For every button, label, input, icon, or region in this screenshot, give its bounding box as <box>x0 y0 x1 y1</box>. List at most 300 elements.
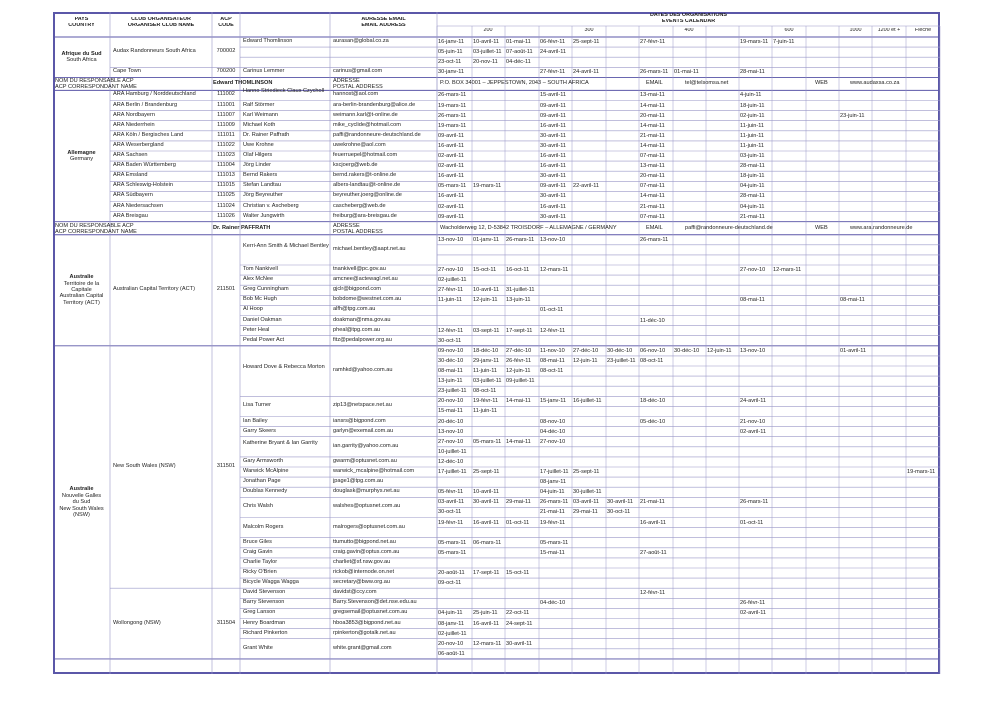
event-date: 13-mai-11 <box>640 92 665 99</box>
event-date: 12-juin-11 <box>573 357 598 364</box>
organiser-email: freiburg@ara-breisgau.de <box>333 212 397 219</box>
organiser-name: Ricky O'Brien <box>243 569 277 576</box>
event-date: 23-juin-11 <box>840 112 865 119</box>
event-date: 16-avril-11 <box>438 173 465 180</box>
event-date: 16-juillet-11 <box>573 398 602 405</box>
event-date: 04-déc-10 <box>540 428 566 435</box>
club-code: 700002 <box>216 48 236 55</box>
organiser-name: Dr. Rainer Paffrath <box>243 131 290 138</box>
event-date: 17-juillet-11 <box>438 469 467 475</box>
event-date: 30-oct-11 <box>438 509 462 516</box>
event-date: 25-sept-11 <box>573 39 600 45</box>
organiser-email: pheal@tpg.com.au <box>333 326 381 333</box>
country-label: Capitale <box>71 287 92 294</box>
organiser-email: kscjoerg@web.de <box>333 162 378 169</box>
organiser-name: Craig Gavin <box>243 548 273 555</box>
event-date: 30-oct-11 <box>438 337 462 344</box>
event-date: 25-sept-11 <box>473 469 500 475</box>
organiser-email: iansrs@bigpond.com <box>333 417 386 424</box>
country-label: New South Wales <box>59 505 104 512</box>
event-date: 04-déc-11 <box>506 59 531 66</box>
organiser-name: Bruce Giles <box>243 538 272 545</box>
header-distance: 1200 et + <box>877 28 901 33</box>
event-date: 14-mai-11 <box>506 398 531 405</box>
event-date: 17-sept-11 <box>473 570 500 576</box>
club-code: 111011 <box>217 131 235 138</box>
event-date: 24-avril-11 <box>573 69 600 76</box>
event-date: 16-avril-11 <box>438 142 465 149</box>
organiser-email: paffi@randonneure-deutschland.de <box>333 131 421 138</box>
event-date: 08-oct-11 <box>473 388 497 395</box>
event-date: 08-mai-11 <box>840 297 865 304</box>
country-label: (NSW) <box>73 511 90 518</box>
club-name: Audax Randonneurs South Africa <box>113 48 196 55</box>
country-label: Germany <box>69 156 93 163</box>
event-date: 04-juin-11 <box>540 489 565 496</box>
event-date: 15-mai-11 <box>438 408 463 415</box>
organiser-email: malrogers@optusnet.com.au <box>333 523 405 530</box>
header-distance: Flèche <box>914 28 932 33</box>
organiser-email: rpinkerton@gotalk.net.au <box>333 629 396 636</box>
event-date: 12-juin-11 <box>707 347 732 354</box>
country-label: Territoire de la <box>63 280 100 287</box>
organiser-name: Ian Bailey <box>243 417 268 424</box>
event-date: 09-avril-11 <box>540 183 567 190</box>
organiser-email: gregsemail@optusnet.com.au <box>333 609 408 616</box>
event-date: 09-avril-11 <box>540 102 567 109</box>
organiser-email: fitz@pedalpower.org.au <box>333 336 392 343</box>
event-date: 26-mars-11 <box>438 112 467 119</box>
event-date: 14-mai-11 <box>640 142 665 149</box>
event-date: 26-mars-11 <box>438 92 467 99</box>
event-date: 20-nov-10 <box>438 398 464 405</box>
club-code: 111026 <box>217 212 235 219</box>
event-date: 01-mai-11 <box>506 39 531 45</box>
event-date: 21-mai-11 <box>740 213 765 220</box>
event-date: 05-mars-11 <box>540 539 569 546</box>
organiser-name: Walter Jungwirth <box>243 212 285 219</box>
organiser-email: bobdome@westnet.com.au <box>333 296 402 303</box>
event-date: 18-déc-10 <box>473 347 499 354</box>
event-date: 04-juin-11 <box>740 203 765 210</box>
event-date: 30-avril-11 <box>540 142 567 149</box>
organiser-name: Richard Pinkerton <box>243 629 288 636</box>
club-code: 111002 <box>217 91 235 98</box>
organiser-email: aurasan@global.co.za <box>333 38 389 45</box>
club-name: ARA Emsland <box>113 172 148 179</box>
organiser-email: charliet@sf.nsw.gov.au <box>333 558 391 565</box>
event-date: 30-déc-10 <box>674 347 700 354</box>
organiser-name: Olaf Hilgers <box>243 152 273 159</box>
country-label: Afrique du Sud <box>61 50 102 57</box>
event-date: 06-nov-10 <box>640 347 666 354</box>
event-date: 30-oct-11 <box>607 509 631 516</box>
event-date: 30-janv-11 <box>438 69 465 76</box>
event-date: 25-sept-11 <box>573 469 600 475</box>
organiser-name: Warwick McAlpine <box>243 468 289 475</box>
organiser-name: Daniel Oakman <box>243 316 282 323</box>
event-date: 02-avril-11 <box>740 428 767 435</box>
postal-address-label: ADRESSE <box>333 78 360 85</box>
organiser-name: Jörg Linder <box>243 162 271 169</box>
event-date: 02-juillet-11 <box>438 630 467 637</box>
event-date: 03-juillet-11 <box>473 378 502 385</box>
event-date: 05-mars-11 <box>438 549 467 556</box>
header-distance: 1000 <box>849 28 862 33</box>
event-date: 27-déc-10 <box>506 347 532 354</box>
event-date: 07-mai-11 <box>640 213 665 220</box>
club-code: 111024 <box>217 202 235 209</box>
event-date: 25-juin-11 <box>473 610 498 617</box>
organiser-name: Michael Koth <box>243 121 276 128</box>
club-code: 700200 <box>216 68 236 75</box>
organiser-name: Hanno Striedieck Claus Czycholl <box>243 88 325 95</box>
event-date: 08-mai-11 <box>438 368 463 374</box>
event-date: 12-mars-11 <box>773 267 802 273</box>
event-date: 20-mai-11 <box>640 173 665 180</box>
event-date: 13-juin-11 <box>506 297 531 304</box>
event-date: 20-nov-10 <box>438 640 464 647</box>
event-date: 03-juin-11 <box>740 153 765 159</box>
organiser-name <box>243 58 329 65</box>
organiser-email: feuerruepel@hotmail.com <box>333 152 398 159</box>
organiser-email: craig.gavin@optus.com.au <box>333 548 400 555</box>
event-date: 26-févr-11 <box>506 357 532 364</box>
event-date: 03-avril-11 <box>438 499 465 506</box>
event-date: 12-juin-11 <box>473 297 498 304</box>
organiser-name: Barry Stevenson <box>243 599 285 606</box>
club-code: 111013 <box>217 172 235 179</box>
postal-address: P.O. BOX 34001 – JEPPESTOWN, 2043 – SOUTH AFRICA <box>440 80 589 87</box>
event-date: 21-mai-11 <box>640 499 665 506</box>
event-date: 05-mars-11 <box>473 438 502 445</box>
event-date: 06-févr-11 <box>540 39 566 45</box>
correspondant-email: tel@telsomsa.net <box>685 80 729 87</box>
event-date: 09-avril-11 <box>438 132 465 139</box>
country-label: Territory (ACT) <box>63 299 100 306</box>
event-date: 09-juillet-11 <box>506 378 535 385</box>
event-date: 15-oct-11 <box>506 570 530 576</box>
event-date: 11-nov-10 <box>540 347 565 354</box>
event-date: 19-mars-11 <box>438 102 467 109</box>
club-code: 111009 <box>217 121 235 128</box>
organiser-name: Bernd Rakers <box>243 172 278 179</box>
organiser-email: michael.bentley@aapt.net.au <box>333 245 406 252</box>
event-date: 14-mai-11 <box>506 438 531 445</box>
postal-address-label: ADRESSE <box>333 222 360 229</box>
event-date: 14-mai-11 <box>640 102 665 109</box>
club-name: ARA Berlin / Brandenburg <box>113 101 178 108</box>
organiser-name: Chris Walsh <box>243 503 273 510</box>
event-date: 13-nov-10 <box>438 236 464 243</box>
organiser-name: Alex McNee <box>243 276 274 283</box>
event-date: 15-avril-11 <box>540 92 567 99</box>
event-date: 26-mars-11 <box>540 499 569 506</box>
event-date: 16-avril-11 <box>438 193 465 200</box>
event-date: 15-janv-11 <box>540 398 567 405</box>
event-date: 12-déc-10 <box>438 458 464 465</box>
event-date: 01-oct-11 <box>540 307 564 314</box>
acp-correspondant-name: Edward THOMLINSON <box>213 80 273 87</box>
event-date: 16-avril-11 <box>473 519 500 526</box>
organiser-name: Pedal Power Act <box>243 336 285 343</box>
organiser-name: Kerri-Ann Smith & Michael Bentley <box>243 242 329 249</box>
event-date: 30-avril-11 <box>473 499 500 506</box>
organiser-email: mike_cyclide@hotmail.com <box>333 121 401 128</box>
organiser-email: secretary@bww.org.au <box>333 579 390 586</box>
organiser-email: gjclr@bigpond.com <box>333 286 381 293</box>
event-date: 30-déc-10 <box>607 347 633 354</box>
web-label: WEB <box>815 224 828 231</box>
club-code: 211501 <box>216 286 236 293</box>
event-date: 06-mars-11 <box>473 539 502 546</box>
event-date: 12-juin-11 <box>506 368 531 374</box>
country-label: Australie <box>69 486 94 493</box>
event-date: 07-mai-11 <box>640 183 665 190</box>
event-date: 05-déc-10 <box>640 418 666 425</box>
event-date: 13-nov-10 <box>438 428 464 435</box>
event-date: 14-mai-11 <box>640 193 665 200</box>
event-date: 26-mars-11 <box>740 499 769 506</box>
organiser-name: Al Hoop <box>243 306 263 313</box>
event-date: 02-juillet-11 <box>438 277 467 284</box>
event-date: 30-juillet-11 <box>573 489 602 496</box>
organiser-email: amcnee@actewagl.net.au <box>333 276 398 283</box>
correspondant-web: www.ara.randonneure.de <box>850 224 913 231</box>
event-date: 13-nov-10 <box>740 347 766 354</box>
event-date: 11-juin-11 <box>473 368 498 374</box>
event-date: 23-juillet-11 <box>607 357 636 364</box>
club-name: New South Wales (NSW) <box>113 463 176 469</box>
organiser-name: Henry Boardman <box>243 619 286 626</box>
event-date: 16-avril-11 <box>540 122 567 129</box>
acp-correspondant-name: Dr. Rainer PAFFRATH <box>213 224 271 231</box>
country-label: South Africa <box>66 57 97 64</box>
club-name: ARA Breisgau <box>113 212 148 219</box>
club-name: ARA Niedersachsen <box>113 202 164 209</box>
header-distance: 600 <box>784 28 794 33</box>
event-date: 27-août-11 <box>640 549 667 556</box>
club-name: ARA Schleswig-Holstein <box>113 182 174 189</box>
event-date: 08-janv-11 <box>540 479 567 486</box>
event-date: 24-avril-11 <box>740 398 767 405</box>
event-date: 19-mars-11 <box>740 39 769 45</box>
club-name: Australian Capital Territory (ACT) <box>113 286 195 293</box>
organiser-name: Uwe Krohne <box>243 141 274 148</box>
organiser-name: Edward Thomlinson <box>243 38 293 45</box>
organiser-name: Garry Skeers <box>243 427 276 434</box>
organiser-name: Bicycle Wagga Wagga <box>243 579 299 586</box>
event-date: 01-oct-11 <box>506 519 530 526</box>
email-label: EMAIL <box>646 80 663 87</box>
club-name: ARA Hamburg / Norddeutschland <box>113 91 196 98</box>
header-dates: EVENTS CALENDAR <box>661 19 716 25</box>
event-date: 22-avril-11 <box>573 183 600 190</box>
event-date: 19-mars-11 <box>473 183 502 190</box>
organiser-name: Ralf Störmer <box>243 101 275 108</box>
event-date: 11-juin-11 <box>438 297 463 304</box>
event-date: 08-nov-10 <box>540 418 566 425</box>
organiser-email: beyreuther.joerg@online.de <box>333 192 402 199</box>
event-date: 16-avril-11 <box>540 203 567 210</box>
event-date: 30-avril-11 <box>540 213 567 220</box>
organiser-email: warwick_mcalpine@hotmail.com <box>333 468 415 475</box>
event-date: 30-avril-11 <box>540 193 567 200</box>
event-date: 29-mai-11 <box>573 509 598 516</box>
event-date: 12-févr-11 <box>438 327 464 334</box>
organiser-name: Malcolm Rogers <box>243 523 284 530</box>
event-date: 05-févr-11 <box>438 489 464 496</box>
event-date: 16-oct-11 <box>506 267 530 273</box>
event-date: 20-août-11 <box>438 570 465 576</box>
event-date: 19-mars-11 <box>438 122 467 129</box>
event-date: 04-juin-11 <box>438 610 463 617</box>
postal-address: Wacholderweg 12, D-53842 TROISDORF – ALLEMAGNE / GERMANY <box>440 224 617 231</box>
event-date: 29-janv-11 <box>473 357 500 364</box>
event-date: 07-mai-11 <box>640 153 665 159</box>
event-date: 27-déc-10 <box>573 347 599 354</box>
header-email: ADRESSE EMAIL <box>361 17 406 22</box>
event-date: 04-déc-10 <box>540 600 566 607</box>
header-email: EMAIL ADDRESS <box>361 23 406 29</box>
event-date: 10-avril-11 <box>473 287 500 294</box>
club-name: Cape Town <box>113 68 141 75</box>
event-date: 19-févr-11 <box>473 398 499 405</box>
event-date: 28-mai-11 <box>740 69 765 76</box>
event-date: 26-févr-11 <box>740 600 766 607</box>
country-label: Nouvelle Galles <box>61 492 102 499</box>
event-date: 02-juin-11 <box>740 112 765 119</box>
club-code: 111022 <box>217 141 235 148</box>
correspondant-web: www.audaxsa.co.za <box>850 80 900 87</box>
club-code: 111001 <box>217 101 235 108</box>
acp-correspondant-label: NOM DU RESPONSABLE ACP <box>55 78 134 85</box>
organiser-email: white.grant@gmail.com <box>333 644 392 651</box>
event-date: 23-oct-11 <box>438 59 462 66</box>
event-date: 10-avril-11 <box>473 39 500 45</box>
event-date: 14-mai-11 <box>640 122 665 129</box>
event-date: 05-mars-11 <box>438 539 467 546</box>
event-date: 03-avril-11 <box>573 499 600 506</box>
club-code: 111023 <box>217 152 235 159</box>
event-date: 06-août-11 <box>438 650 465 657</box>
organiser-email: rickob@internode.on.net <box>333 569 395 576</box>
organiser-email: davidst@ccy.com <box>333 589 377 596</box>
header-dates: DATES DES ORGANISATIONS <box>649 13 728 18</box>
organiser-name: Jörg Beyreuther <box>243 192 283 199</box>
organiser-name: Jonathan Page <box>243 478 281 485</box>
event-date: 27-févr-11 <box>438 287 464 294</box>
event-date: 27-nov-10 <box>740 267 766 273</box>
event-date: 05-juin-11 <box>438 49 463 56</box>
organiser-name: Greg Lanson <box>243 609 276 616</box>
event-date: 16-janv-11 <box>438 39 465 45</box>
event-date: 26-mars-11 <box>640 236 669 243</box>
club-code: 311504 <box>216 619 236 626</box>
postal-address-label: POSTAL ADDRESS <box>333 84 383 91</box>
club-code: 111025 <box>217 192 235 199</box>
event-date: 29-mai-11 <box>506 499 531 506</box>
organiser-email: hboa3853@bigpond.net.au <box>333 619 401 626</box>
organiser-email: ramhkd@yahoo.com.au <box>333 367 393 374</box>
event-date: 12-févr-11 <box>540 327 566 334</box>
event-date: 08-oct-11 <box>640 357 664 364</box>
organiser-email: ara-berlin-brandenburg@alice.de <box>333 101 416 108</box>
event-date: 11-juin-11 <box>740 122 765 129</box>
event-date: 12-mars-11 <box>473 640 502 647</box>
event-date: 15-mai-11 <box>540 549 565 556</box>
organiser-name: Stefan Landtau <box>243 182 281 189</box>
event-date: 4-juin-11 <box>740 92 762 99</box>
organiser-email: tnankivell@pc.gov.au <box>333 266 386 273</box>
event-date: 09-avril-11 <box>438 213 465 220</box>
correspondant-email: paffi@randonneure-deutschland.de <box>685 224 773 231</box>
event-date: 27-nov-10 <box>438 267 464 273</box>
event-date: 17-juillet-11 <box>540 469 569 475</box>
club-code: 111015 <box>217 182 235 189</box>
club-name: ARA Niederrhein <box>113 121 155 128</box>
acp-correspondant-label: NOM DU RESPONSABLE ACP <box>55 222 134 229</box>
event-date: 21-nov-10 <box>740 418 766 425</box>
event-date: 30-déc-10 <box>438 357 464 364</box>
event-date: 09-oct-11 <box>438 580 462 587</box>
header-country: COUNTRY <box>68 23 95 29</box>
event-date: 18-juin-11 <box>740 173 765 180</box>
club-code: 311501 <box>216 463 236 469</box>
event-date: 21-mai-11 <box>640 203 665 210</box>
country-label: Australie <box>69 274 94 281</box>
organiser-email: jpage1@tpg.com.au <box>333 478 384 485</box>
event-date: 11-juin-11 <box>473 408 498 415</box>
event-date: 23-juillet-11 <box>438 388 467 395</box>
event-date: 27-févr-11 <box>640 39 666 45</box>
header-club: ORGANISER CLUB NAME <box>127 23 195 29</box>
event-date: 30-avril-11 <box>540 173 567 180</box>
event-date: 09-nov-10 <box>438 347 464 354</box>
event-date: 10-avril-11 <box>473 489 500 496</box>
organiser-name: Charlie Taylor <box>243 558 278 565</box>
event-date: 15-oct-11 <box>473 267 497 273</box>
event-date: 20-déc-10 <box>438 418 464 425</box>
organiser-email: hannost@aol.com <box>333 91 379 98</box>
club-name: ARA Baden Württemberg <box>113 162 176 169</box>
country-label: Australian Capital <box>59 293 104 300</box>
organiser-name: Lisa Turner <box>243 402 271 409</box>
event-date: 28-mai-11 <box>740 193 765 200</box>
event-date: 11-juin-11 <box>740 132 765 139</box>
organiser-name: Doublas Kennedy <box>243 488 288 495</box>
header-code: CODE <box>218 23 234 29</box>
event-date: 28-mai-11 <box>740 163 765 170</box>
event-date: 08-mai-11 <box>540 357 565 364</box>
club-name: ARA Nordbayern <box>113 111 155 118</box>
country-label: Allemagne <box>67 149 96 156</box>
organiser-email: doakman@nma.gov.au <box>333 316 391 323</box>
event-date: 16-avril-11 <box>540 153 567 159</box>
event-date: 18-déc-10 <box>640 398 666 405</box>
event-date: 30-avril-11 <box>607 499 634 506</box>
organiser-name: Bob Mc Hugh <box>243 296 277 303</box>
organiser-email: alfh@tpg.com.au <box>333 306 376 313</box>
event-date: 12-févr-11 <box>640 590 666 597</box>
organiser-email: albers-landtau@t-online.de <box>333 182 401 189</box>
event-date: 07-août-11 <box>506 49 533 56</box>
acp-correspondant-label: ACP CORRESPONDANT NAME <box>55 84 137 91</box>
organiser-name: Karl Weimann <box>243 111 279 118</box>
organiser-email: Barry.Stevenson@det.nse.edu.au <box>333 599 417 606</box>
event-date: 19-févr-11 <box>540 519 566 526</box>
event-date: 03-juillet-11 <box>473 49 502 56</box>
